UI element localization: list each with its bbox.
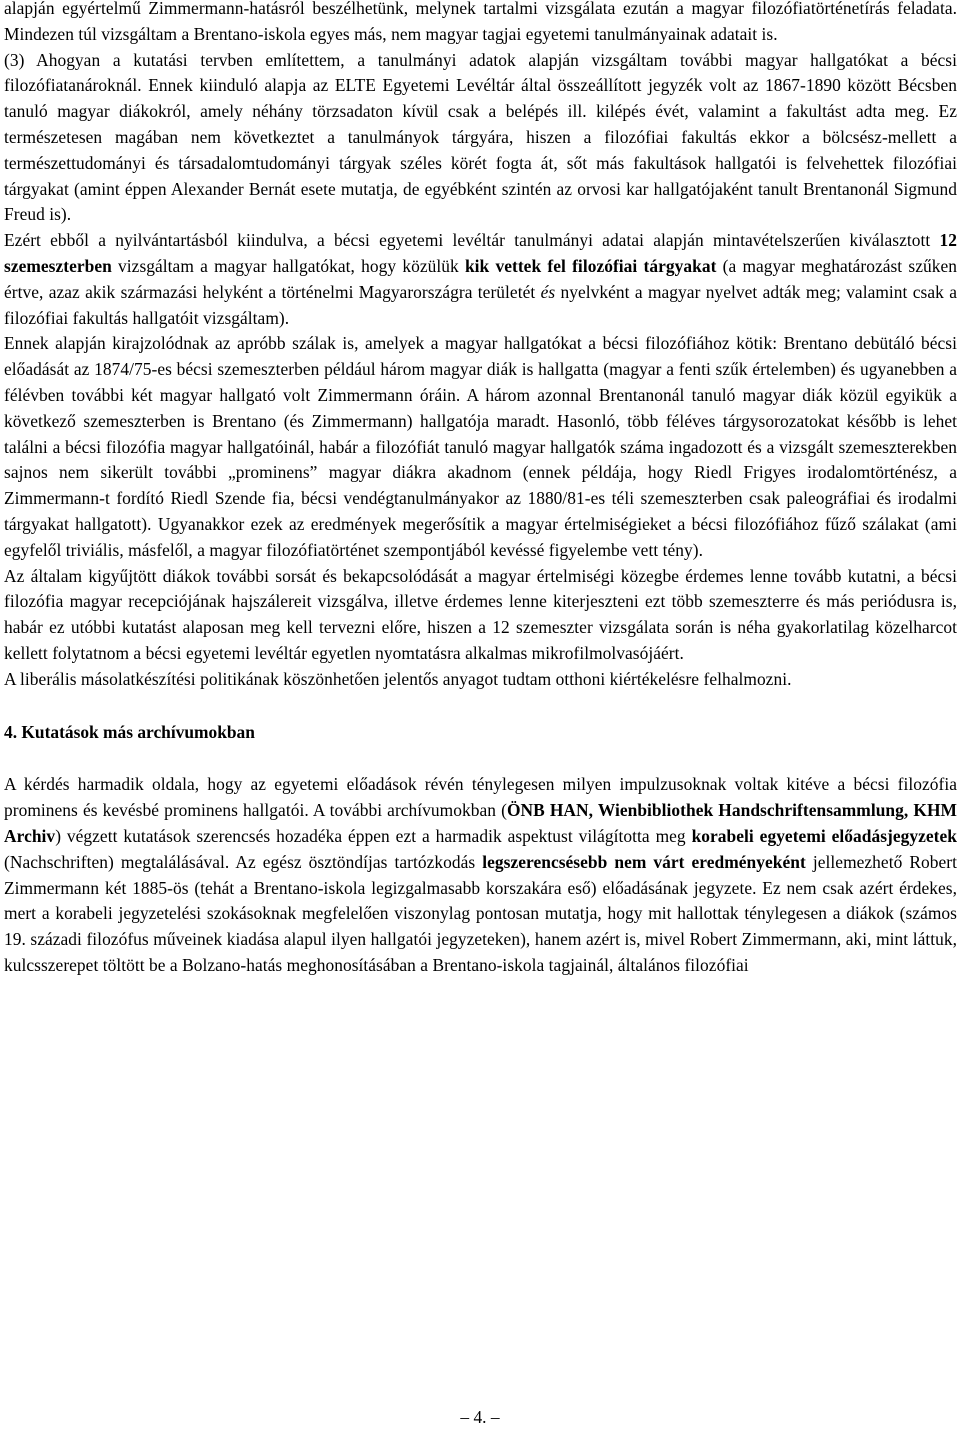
text-run: A kérdés harmadik oldala, hogy az egyetemi előadások révén ténylegesen milyen impulzusoknak voltak kitéve a bécsi filozófia prominens és kevésbé prominens hallgatói. A további archívumokban ( [4,774,957,821]
italic-text: és [540,281,556,302]
text-run: nyelvként a magyar nyelvet adták meg; valamint csak a filozófiai fakultás hallgatóit vizsgáltam). [4,281,957,328]
text-run: Ennek alapján kirajzolódnak az apróbb szálak is, amelyek a magyar hallgatókat a bécsi filozófiához kötik: Brentano debütáló bécsi előadását az 1874/75-es bécsi szemeszterben például három magyar diák is hallgatta (magyar a fenti szűk értelemben) és ugyanebben a félévben további két magyar hallgató volt Zimmermann óráin. A három azonnal Brentanonál tanuló magyar diák közül egyikük a következő szemeszterben is Brentano (és Zimmermann) hallgatója maradt. Hasonló, több féléves tárgysorozatokat később is lehet találni a bécsi filozófia magyar hallgatóinál, habár a filozófiát tanuló magyar hallgatók száma ingadozott és a vizsgált szemeszterekben sajnos nem sikerült további „prominens” magyar diákra akadnom (ennek példája, hogy Riedl Frigyes irodalomtörténész, a Zimmermann-t fordító Riedl Szende fia, bécsi vendégtanulmányakor az 1880/81-es téli szemeszterben csak paleográfiai és irodalmi tárgyakat hallgatott). Ugyanakkor ezek az eredmények megerősítik a magyar értelmiségieket a bécsi filozófiához fűző szálakat (ami egyfelől triviális, másfelől, a magyar filozófiatörténet szempontjából kevéssé figyelembe vett tény). [4,333,957,560]
bold-text: kik vettek fel filozófiai tárgyakat [464,255,717,276]
text-run: (3) Ahogyan a kutatási tervben említettem, a tanulmányi adatok alapján vizsgáltam további magyar hallgatókat a bécsi filozófiatanároknál. Ennek kiinduló alapja az ELTE Egyetemi Levéltár által összeállított jegyzék volt az 1867-1890 között Bécsben tanuló magyar diákokról, amely néhány törzsadaton kívül csak a belépés ill. kilépés évét, valamint a fakultást adta meg. Ez természetesen magában nem következtet a tanulmányok tárgyára, hiszen a filozófiai fakultás ekkor a bölcsész-mellett a természettudományi és társadalomtudományi tárgyak széles körét fogta át, sőt más fakultások hallgatói is felvehettek filozófiai tárgyakat (amint éppen Alexander Bernát esete mutatja, de egyébként szintén az orvosi kar hallgatójaként tanult Brentanonál Sigmund Freud is). [4,49,957,225]
text-run: jellemezhető Robert Zimmermann két 1885-ös (tehát a Brentano-iskola legizgalmasabb korszakára eső) előadásának jegyzete. Ez nem csak azért érdekes, mert a korabeli jegyzetelési szokásoknak megfelelően viszonylag pontosan mutatja, hogy mit hallottak ténylegesen a diákok (számos 19. századi filozófus műveinek kiadása alapul ilyen hallgatói jegyzeteken), hanem azért is, mivel Robert Zimmermann, aki, mint láttuk, kulcsszerepet töltött be a Bolzano-hatás meghonosításában a Brentano-iskola tagjainál, általános filozófiai [4,851,957,975]
bold-text: korabeli egyetemi előadásjegyzetek [691,825,958,846]
text-run: (a magyar meghatározást szűken értve, azaz akik származási helyként a történelmi Magyarországra területét [4,255,957,302]
paragraph [4,228,957,331]
paragraph [4,667,957,693]
section-heading: 4. Kutatások más archívumokban [4,721,255,742]
bold-text: legszerencsésebb nem várt eredményeként [482,851,806,872]
paragraph [4,564,957,667]
page-number: – 4. – [460,1407,500,1427]
bold-text: 12 szemeszterben [4,230,957,276]
paragraph [4,48,957,229]
text-run: Az általam kigyűjtött diákok további sorsát és bekapcsolódását a magyar értelmiségi közegbe érdemes lenne tovább kutatni, a bécsi filozófia magyar recepciójának hajszálereit vizsgálva, illetve érdemes lenne kiterjeszteni ezt több szemeszterre és más periódusra is, habár ez utóbbi kutatást alaposan meg kell tervezni előre, hiszen a 12 szemeszter vizsgálata során is néha gyakorlatilag közelharcot kellett folytatnom a bécsi egyetemi levéltár egyetlen nyomtatásra alkalmas mikrofilmolvasójáért. [4,565,957,663]
section-paragraph [4,772,957,978]
bold-text: ÖNB HAN, Wienbibliothek Handschriftensammlung, KHM Archiv [4,800,957,846]
text-run: (Nachschriften) megtalálásával. Az egész ösztöndíjas tartózkodás [4,851,483,872]
page-footer [0,1405,960,1430]
body-paragraphs [4,0,957,693]
paragraph [4,331,957,563]
document-page [4,0,957,979]
text-run: A liberális másolatkészítési politikának köszönhetően jelentős anyagot tudtam otthoni kiértékelésre felhalmozni. [4,668,792,689]
text-run: alapján egyértelmű Zimmermann-hatásról beszélhetünk, melynek tartalmi vizsgálata ezután a magyar filozófiatörténetírás feladata. Mindezen túl vizsgáltam a Brentano-iskola egyes más, nem magyar tagjai egyetemi tanulmányainak adatait is. [4,0,957,44]
paragraph [4,0,957,48]
text-run: vizsgáltam a magyar hallgatókat, hogy közülük [111,255,465,276]
text-run: ) végzett kutatások szerencsés hozadéka éppen ezt a harmadik aspektust világította meg [55,825,692,846]
text-run: Ezért ebből a nyilvántartásból kiindulva, a bécsi egyetemi levéltár tanulmányi adatai alapján mintavételszerűen kiválasztott [4,230,940,251]
